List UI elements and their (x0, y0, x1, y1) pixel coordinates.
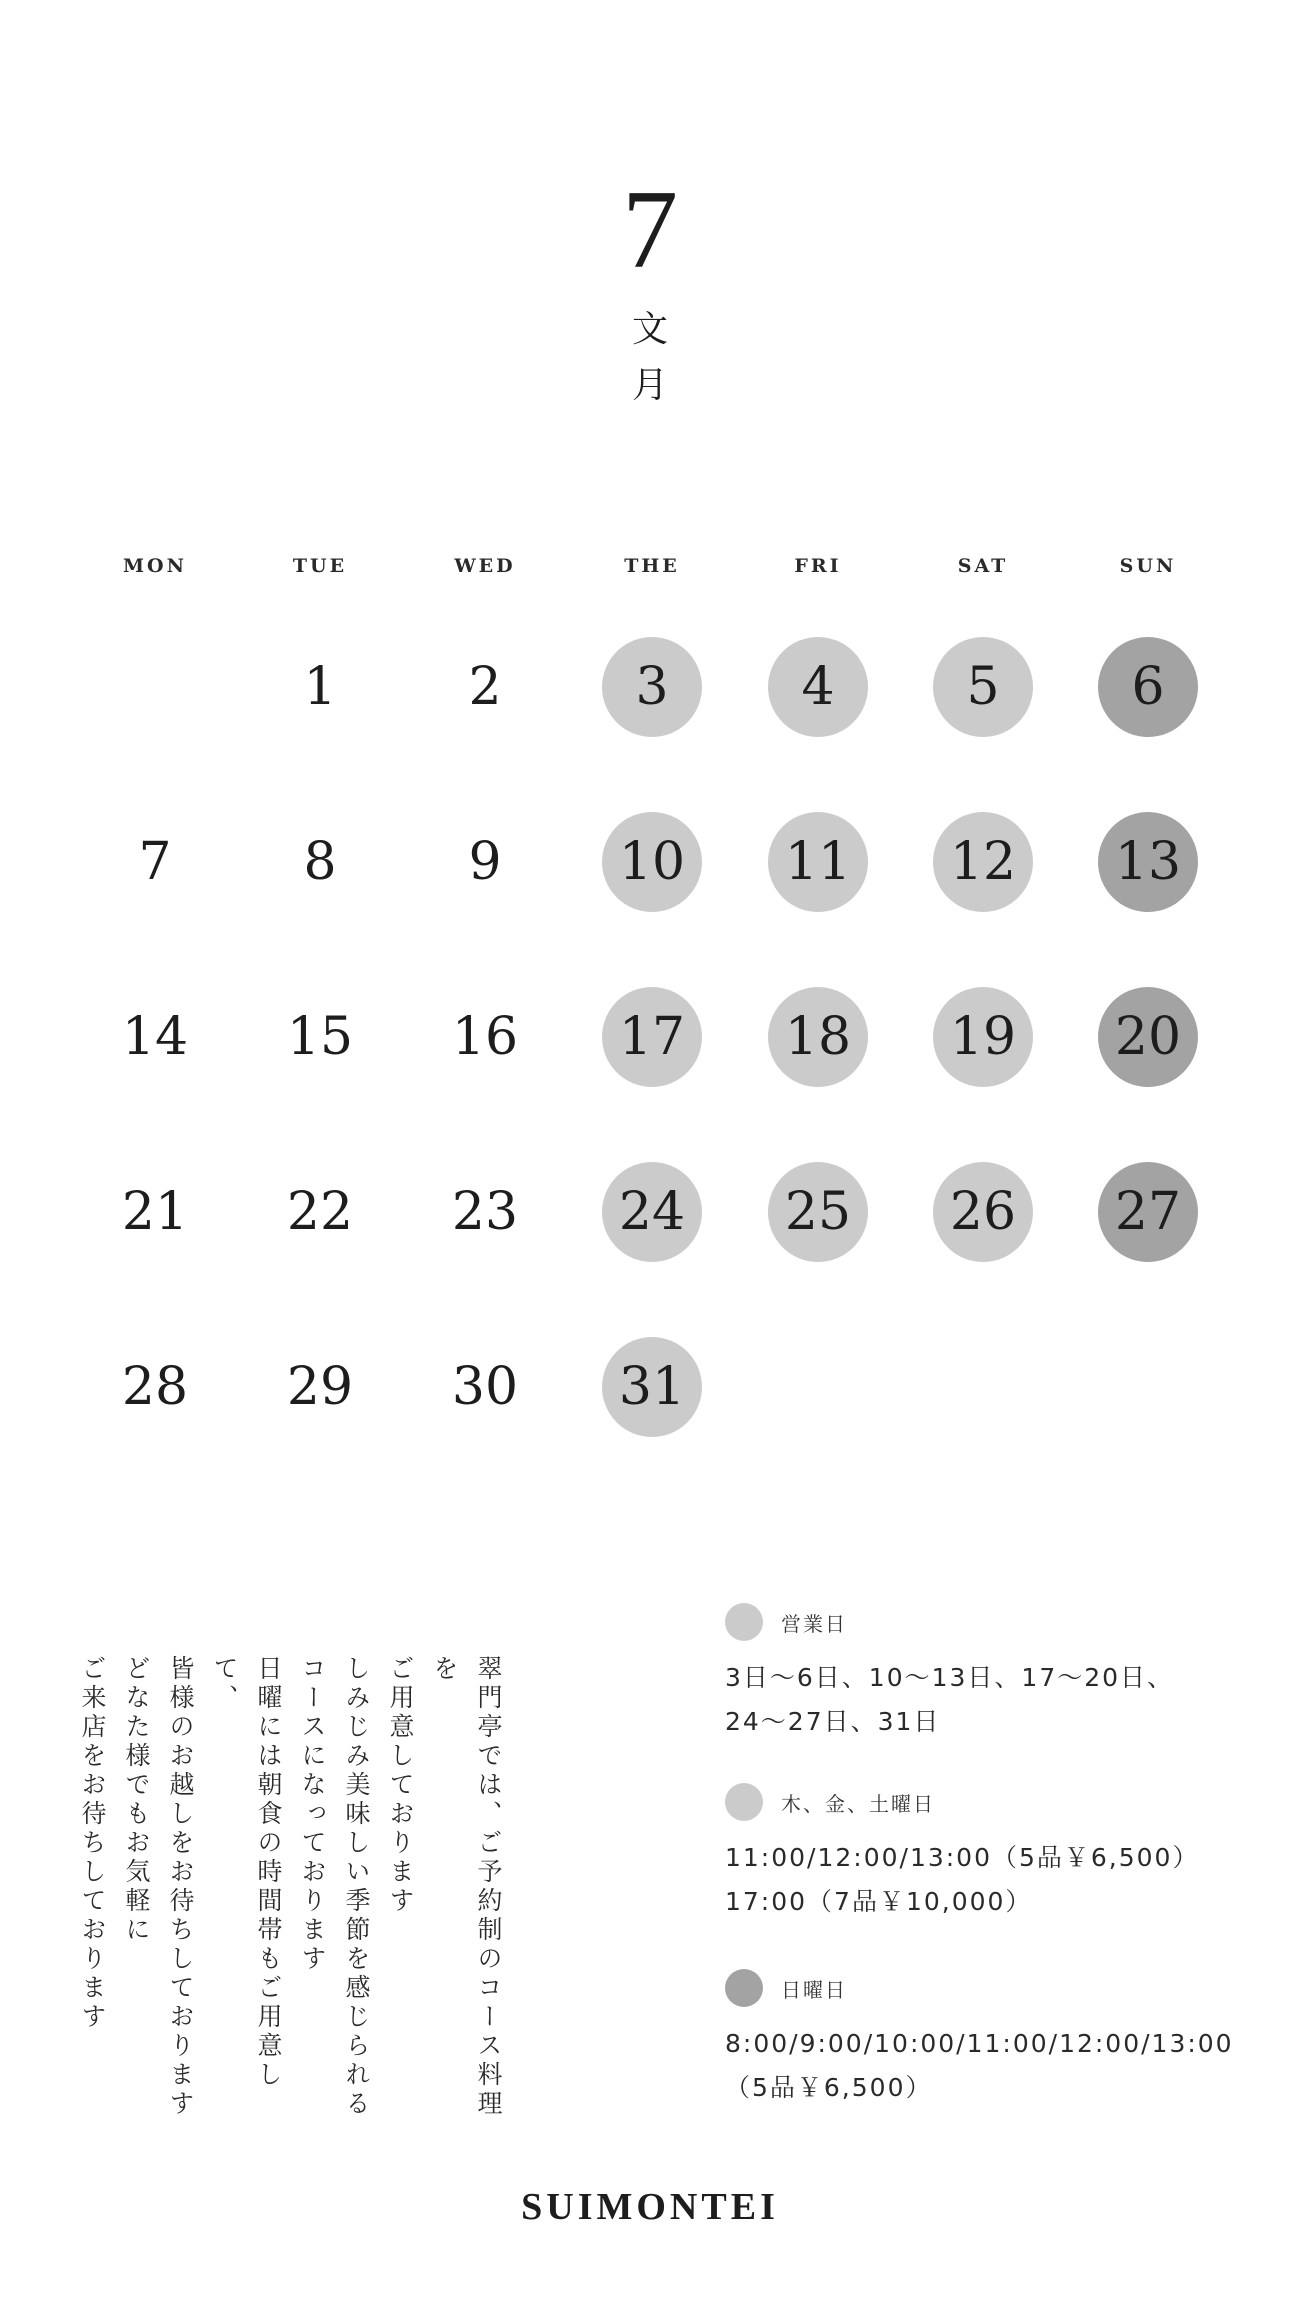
calendar-day-5: 5 (933, 637, 1033, 737)
weekday-label-sat: SAT (957, 555, 1009, 577)
calendar-day-3: 3 (602, 637, 702, 737)
shop-message (78, 1655, 510, 2125)
message-line: ご用意しております (386, 1655, 415, 1916)
legend-label: 営業日 (781, 1611, 847, 1636)
calendar-day-27: 27 (1098, 1162, 1198, 1262)
calendar-day-9: 9 (468, 832, 502, 892)
legend-detail-line: 24〜27日、31日 (725, 1707, 941, 1736)
message-line: しみじみ美味しい季節を感じられる (342, 1655, 371, 2119)
message-line: 翠門亭では、ご予約制のコース料理を (430, 1655, 503, 2119)
brand-logo: SUIMONTEI (521, 2186, 779, 2228)
calendar-day-15: 15 (286, 1007, 354, 1067)
legend-detail-line: 8:00/9:00/10:00/11:00/12:00/13:00 (725, 2029, 1234, 2058)
calendar-day-31: 31 (602, 1337, 702, 1437)
calendar-day-30: 30 (451, 1357, 519, 1417)
calendar-day-10: 10 (602, 812, 702, 912)
calendar-day-16: 16 (451, 1007, 519, 1067)
legend-label: 木、金、土曜日 (781, 1791, 935, 1816)
weekday-label-tue: TUE (292, 555, 348, 577)
calendar-day-13: 13 (1098, 812, 1198, 912)
calendar-day-11: 11 (768, 812, 868, 912)
calendar-day-22: 22 (286, 1182, 354, 1242)
calendar-day-12: 12 (933, 812, 1033, 912)
month-number: 7 (622, 168, 678, 292)
month-name-char: 月 (631, 365, 668, 406)
calendar-day-17: 17 (602, 987, 702, 1087)
calendar-day-23: 23 (451, 1182, 519, 1242)
legend-item (725, 1602, 1285, 1744)
calendar-day-28: 28 (121, 1357, 189, 1417)
calendar-day-14: 14 (121, 1007, 189, 1067)
legend-detail-line: （5品￥6,500） (725, 2073, 933, 2102)
legend-detail-line: 3日〜6日、10〜13日、17〜20日、 (725, 1663, 1175, 1692)
message-line: 日曜には朝食の時間帯もご用意して、 (210, 1655, 283, 2090)
message-line: 皆様のお越しをお待ちしております (166, 1655, 195, 2119)
month-name-char: 文 (631, 309, 668, 350)
weekday-label-the: THE (624, 555, 680, 577)
legend-header (725, 1782, 1285, 1822)
legend-detail-line: 17:00（7品￥10,000） (725, 1887, 1033, 1916)
legend-dot-icon (725, 1783, 763, 1821)
weekday-label-wed: WED (454, 555, 516, 577)
calendar-day-21: 21 (121, 1182, 189, 1242)
calendar-day-7: 7 (138, 832, 172, 892)
calendar-day-1: 1 (303, 657, 337, 717)
legend-label: 日曜日 (781, 1977, 847, 2002)
legend-header (725, 1968, 1285, 2008)
calendar-day-19: 19 (933, 987, 1033, 1087)
calendar-day-6: 6 (1098, 637, 1198, 737)
message-line: コースになっております (298, 1655, 327, 1974)
message-line: どなた様でもお気軽に (122, 1655, 151, 1945)
message-line: ご来店をお待ちしております (78, 1655, 107, 2032)
calendar-day-18: 18 (768, 987, 868, 1087)
weekday-label-fri: FRI (794, 555, 842, 577)
legend-header (725, 1602, 1285, 1642)
calendar-day-24: 24 (602, 1162, 702, 1262)
calendar-day-8: 8 (303, 832, 337, 892)
calendar-day-4: 4 (768, 637, 868, 737)
calendar-day-25: 25 (768, 1162, 868, 1262)
legend-item (725, 1782, 1285, 1924)
legend-item (725, 1968, 1285, 2110)
legend-detail-line: 11:00/12:00/13:00（5品￥6,500） (725, 1843, 1200, 1872)
calendar-day-2: 2 (468, 657, 502, 717)
calendar-day-26: 26 (933, 1162, 1033, 1262)
weekday-label-mon: MON (123, 555, 187, 577)
weekday-label-sun: SUN (1119, 555, 1177, 577)
legend-dot-icon (725, 1603, 763, 1641)
calendar-day-20: 20 (1098, 987, 1198, 1087)
calendar-day-29: 29 (286, 1357, 354, 1417)
legend-dot-icon (725, 1969, 763, 2007)
